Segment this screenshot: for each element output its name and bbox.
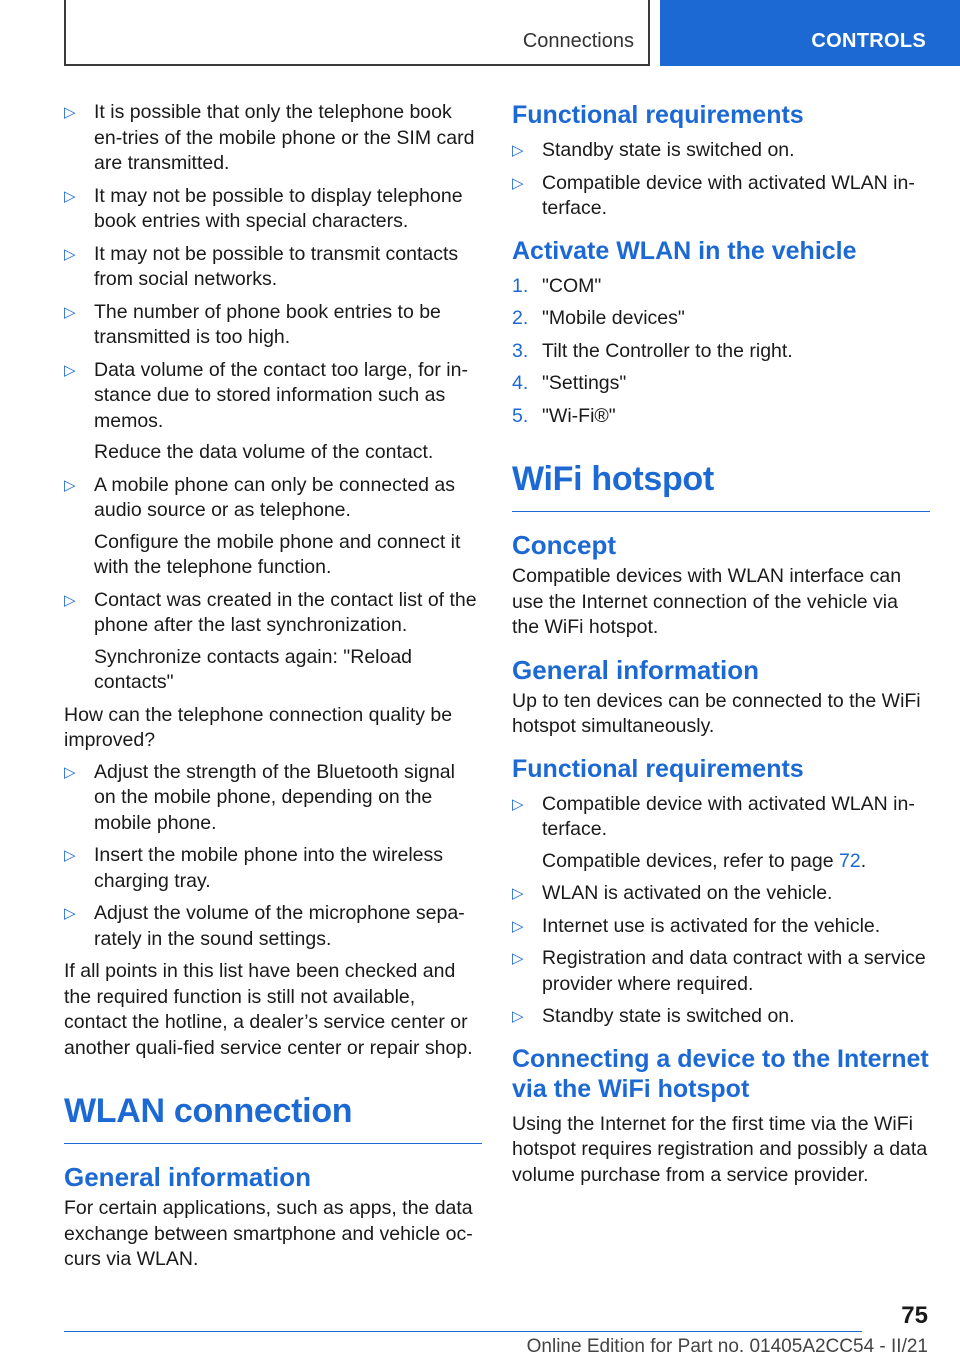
wlan-heading: WLAN connection [64,1091,482,1144]
page-number: 75 [901,1302,928,1329]
list-item: ▷ It may not be possible to display telephone book entries with special characters. [64,184,482,235]
list-item: ▷ Internet use is activated for the vehicle. [512,914,930,940]
list-item: ▷ The number of phone book entries to be transmitted is too high. [64,300,482,351]
general-info-heading: General information [64,1162,312,1192]
connecting-device-text: Using the Internet for the first time via the WiFi hotspot requires registration and possibly a data volume purchase from a service provider. [512,1112,928,1186]
closing-text: If all points in this list have been checked and the required function is still not available, contact the hotline, a dealer’s service center or another quali‐fied service center or repair shop. [64,960,473,1059]
chapter-title: CONTROLS [811,30,926,52]
list-item: ▷ Data volume of the contact too large, for in‐stance due to stored information such as memos. Reduce the data volume of the contact. [64,358,482,466]
activate-steps-list [512,274,930,430]
concept-heading: Concept [512,530,616,560]
hotspot-general-info-text: Up to ten devices can be connected to the WiFi hotspot simultaneously. [512,689,921,737]
list-item: 1. "COM" [512,274,602,297]
list-item: 2. "Mobile devices" [512,307,685,329]
list-item: ▷ Registration and data contract with a service provider where required. [512,946,930,997]
right-column [512,100,930,1194]
list-item-note: Synchronize contacts again: "Reload contacts" [94,645,413,693]
func-req-heading: Functional requirements [512,101,804,129]
bullet-list-causes [64,100,482,696]
list-item-note: Compatible devices, refer to page 72. [542,849,867,872]
list-item: ▷ Compatible device with activated WLAN in‐terface. [512,171,930,222]
list-item: 5. "Wi-Fi®" [512,404,616,427]
bullet-list-quality [64,760,482,953]
list-item: ▷ It is possible that only the telephone book en‐tries of the mobile phone or the SIM card are transmitted. [64,100,482,177]
left-column [64,100,482,1279]
list-item: ▷ Adjust the strength of the Bluetooth signal on the mobile phone, depending on the mobile phone. [64,760,482,837]
list-item: ▷ Standby state is switched on. [512,1004,930,1030]
list-item: ▷ It may not be possible to transmit contacts from social networks. [64,242,482,293]
list-item: ▷ Standby state is switched on. [512,138,930,164]
wifi-hotspot-heading: WiFi hotspot [512,459,930,512]
connecting-device-heading: Connecting a device to the Internet via the WiFi hotspot [512,1044,929,1103]
list-item: ▷ Compatible device with activated WLAN in‐terface. Compatible devices, refer to page 72. [512,792,930,875]
hotspot-general-info-heading: General information [512,654,760,685]
list-item: ▷ WLAN is activated on the vehicle. [512,881,930,907]
section-title: Connections [522,30,634,52]
question-text: How can the telephone connection quality be improved? [64,703,453,751]
list-item: ▷ A mobile phone can only be connected as audio source or as telephone. Configure the mobile phone and connect it with the telephone function. [64,473,482,581]
list-item: ▷ Insert the mobile phone into the wireless charging tray. [64,843,482,894]
list-item-note: Reduce the data volume of the contact. [94,441,434,463]
func-req-list [512,138,930,222]
list-item: ▷ Contact was created in the contact list of the phone after the last synchronization. Synchronize contacts again: "Reload contacts" [64,588,482,696]
hotspot-func-req-list [512,792,930,1030]
list-item: 3. Tilt the Controller to the right. [512,339,793,362]
footer-divider [64,1331,862,1332]
header-section-box [64,0,650,66]
list-item-note: Configure the mobile phone and connect it with the telephone function. [94,530,461,578]
list-item: ▷ Adjust the volume of the microphone sepa‐rately in the sound settings. [64,901,482,952]
concept-text: Compatible devices with WLAN interface can use the Internet connection of the vehicle via the WiFi hotspot. [512,565,902,638]
general-info-text: For certain applications, such as apps, the data exchange between smartphone and vehicle oc‐curs via WLAN. [64,1197,473,1270]
activate-wlan-heading: Activate WLAN in the vehicle [512,236,857,265]
header-chapter-box [660,0,960,66]
edition-note: Online Edition for Part no. 01405A2CC54 - II/21 [526,1336,928,1357]
list-item: 4. "Settings" [512,372,627,394]
hotspot-func-req-heading: Functional requirements [512,754,804,783]
page-reference-link[interactable]: 72 [839,849,861,872]
